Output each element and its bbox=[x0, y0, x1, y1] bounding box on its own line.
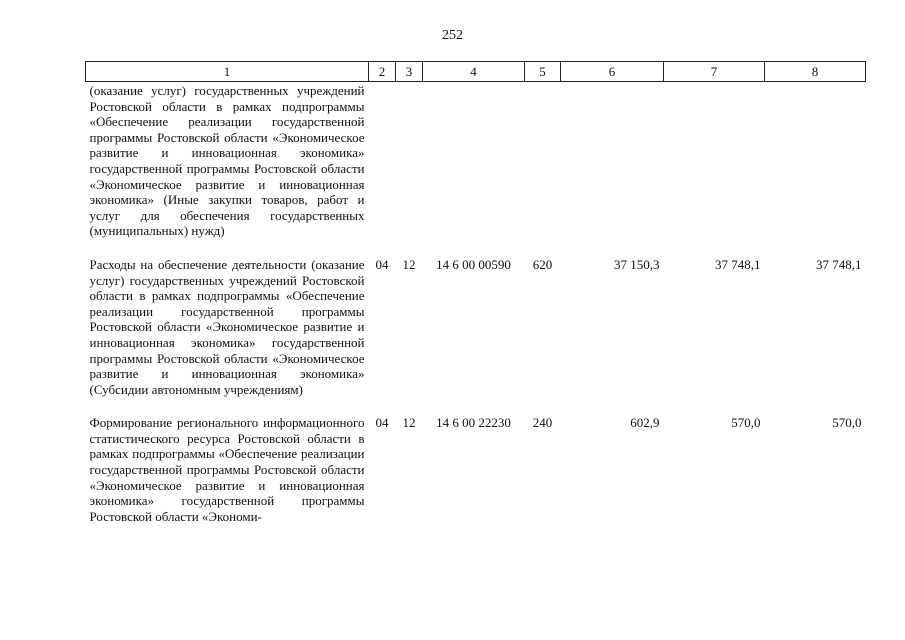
row-expense-type bbox=[525, 82, 561, 239]
row-amount-year1: 37 150,3 bbox=[614, 256, 660, 272]
row-subsection: 12 bbox=[402, 415, 416, 431]
row-amount-year1: 602,9 bbox=[630, 415, 660, 431]
row-section: 04 bbox=[375, 415, 389, 431]
budget-table bbox=[85, 61, 866, 524]
row-description: Формирование регионального информационного статистического ресурса Ростовской области в рамках подпрограммы «Обеспечение реализации государственной программы Ростовской области «Экономическое развитие и инновационная экономика» государственной программы Ростовской области «Экономи- bbox=[89, 415, 365, 524]
column-header: 5 bbox=[525, 62, 561, 82]
row-target-code: 14 6 00 00590 bbox=[436, 256, 511, 272]
row-description: (оказание услуг) государственных учреждений Ростовской области в рамках подпрограммы «Обеспечение реализации государственной программы Ростовской области «Экономическое развитие и инновационная экономика» государственной программы Ростовской области «Экономическое развитие и инновационная экономика» (Иные закупки товаров, работ и услуг для обеспечения государственных (муниципальных) нужд) bbox=[89, 83, 365, 239]
row-description: Расходы на обеспечение деятельности (оказание услуг) государственных учреждений Ростовской области в рамках подпрограммы «Обеспечение реализации государственной программы Ростовской области «Экономическое развитие и инновационная экономика» государственной программы Ростовской области «Экономическое развитие и инновационная экономика» (Субсидии автономным учреждениям) bbox=[89, 256, 365, 397]
row-subsection bbox=[396, 82, 423, 239]
column-header: 7 bbox=[664, 62, 765, 82]
row-amount-year1 bbox=[561, 82, 664, 239]
column-header: 8 bbox=[765, 62, 866, 82]
row-amount-year2: 570,0 bbox=[731, 415, 761, 431]
column-header: 4 bbox=[423, 62, 525, 82]
column-header: 2 bbox=[369, 62, 396, 82]
row-target-code: 14 6 00 22230 bbox=[436, 415, 511, 431]
table-row bbox=[86, 239, 866, 397]
row-expense-type: 240 bbox=[532, 415, 553, 431]
row-section: 04 bbox=[375, 256, 389, 272]
row-subsection: 12 bbox=[402, 256, 416, 272]
table-row bbox=[86, 397, 866, 524]
row-amount-year2: 37 748,1 bbox=[715, 256, 761, 272]
row-expense-type: 620 bbox=[532, 256, 553, 272]
row-section bbox=[369, 82, 396, 239]
row-amount-year3: 37 748,1 bbox=[816, 256, 862, 272]
row-target-code bbox=[423, 82, 525, 239]
row-amount-year2 bbox=[664, 82, 765, 239]
table-header-row bbox=[86, 62, 866, 82]
row-amount-year3: 570,0 bbox=[832, 415, 862, 431]
row-amount-year3 bbox=[765, 82, 866, 239]
column-header: 6 bbox=[561, 62, 664, 82]
page-number: 252 bbox=[442, 28, 463, 43]
column-header: 1 bbox=[86, 62, 369, 82]
table-row bbox=[86, 82, 866, 239]
column-header: 3 bbox=[396, 62, 423, 82]
